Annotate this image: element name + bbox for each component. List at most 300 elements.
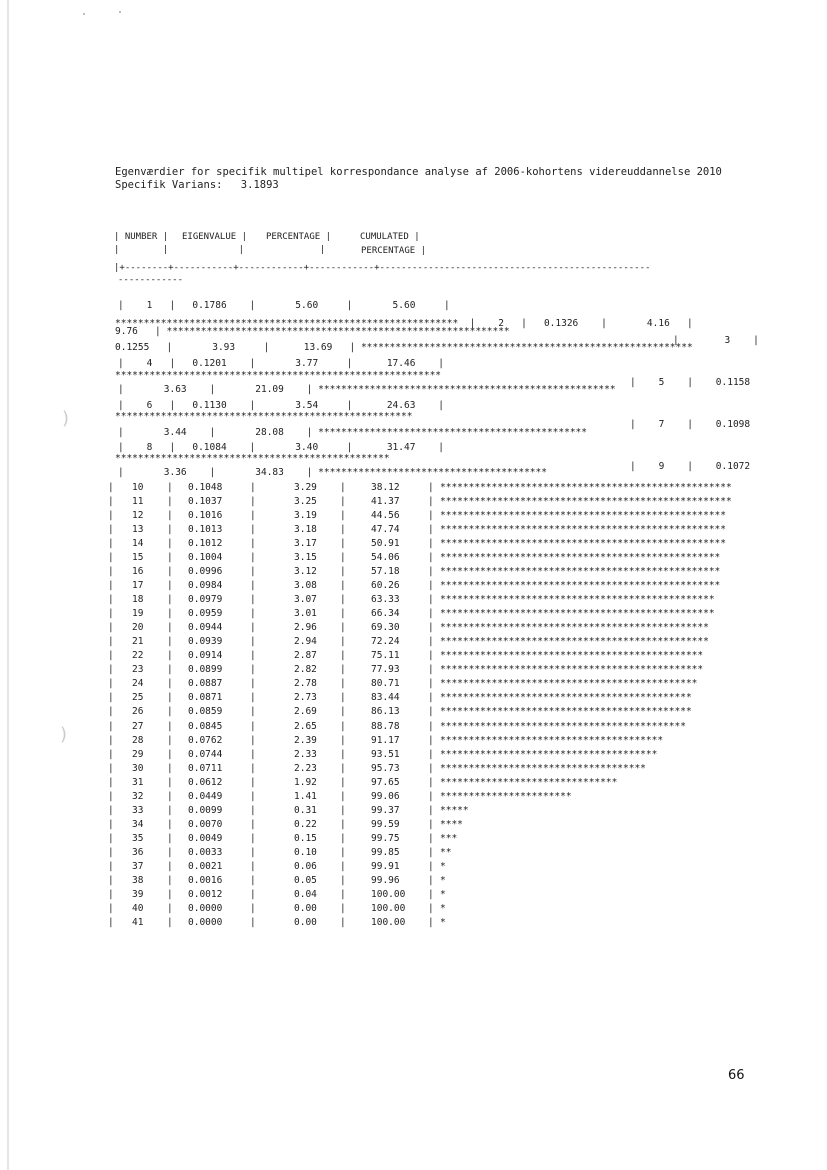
row-percentage: 3.29: [294, 482, 317, 493]
row-eigenvalue: 0.1048: [188, 482, 223, 493]
page-number: 66: [728, 1068, 745, 1083]
column-separator: |: [108, 874, 114, 886]
column-separator: |: [250, 692, 256, 704]
row-number: 23: [132, 664, 144, 676]
column-separator: |: [108, 734, 114, 746]
row-number: 36: [132, 846, 144, 858]
column-separator: |: [428, 804, 434, 816]
column-separator: |: [340, 650, 346, 662]
row-stars: **************************************************: [440, 510, 726, 522]
row-stars: ***************************************************: [440, 482, 732, 493]
row-stars: ************************************: [440, 762, 646, 774]
row-number: 38: [132, 874, 144, 886]
row-percentage: 3.08: [294, 580, 317, 592]
column-separator: |: [250, 832, 256, 844]
row-cumulated: 99.85: [371, 846, 400, 858]
row-percentage: 0.10: [294, 846, 317, 858]
row-percentage: 3.25: [294, 496, 317, 508]
row-eigenvalue: 0.0049: [188, 832, 223, 844]
column-separator: |: [108, 552, 114, 564]
column-separator: |: [428, 608, 434, 620]
column-separator: |: [108, 762, 114, 774]
column-separator: |: [340, 902, 346, 914]
column-separator: |: [340, 776, 346, 788]
row-stars: ***************************************: [440, 734, 664, 746]
row-number: 29: [132, 748, 144, 760]
row-cumulated: 50.91: [371, 538, 400, 550]
row-percentage: 2.78: [294, 678, 317, 690]
row-number: 12: [132, 510, 144, 522]
row-percentage: 0.06: [294, 860, 317, 872]
column-separator: |: [167, 902, 173, 914]
column-separator: |: [428, 706, 434, 718]
column-separator: |: [428, 496, 434, 508]
row-number: 11: [132, 496, 144, 508]
row-stars: ********************************************: [440, 692, 692, 704]
column-separator: |: [250, 762, 256, 774]
row-stars: **************************************************: [440, 524, 726, 536]
row-cumulated: 99.75: [371, 832, 400, 844]
row-cumulated: 80.71: [371, 678, 400, 690]
column-separator: |: [428, 636, 434, 648]
column-separator: |: [340, 706, 346, 718]
wrapped-line: | 4 | 0.1201 | 3.77 | 17.46 |: [118, 358, 445, 369]
row-eigenvalue: 0.1013: [188, 524, 223, 536]
column-separator: |: [340, 734, 346, 746]
row-percentage: 0.00: [294, 916, 317, 928]
header-bars: | | | |: [114, 245, 326, 255]
page-title: Egenværdier for specifik multipel korrespondance analyse af 2006-kohortens videreuddannelse 2010: [115, 166, 722, 178]
row-stars: ***********************************************: [440, 636, 709, 648]
column-separator: |: [167, 818, 173, 830]
column-separator: |: [167, 804, 173, 816]
column-separator: |: [250, 636, 256, 648]
row-number: 30: [132, 762, 144, 774]
column-separator: |: [108, 748, 114, 760]
column-separator: |: [108, 720, 114, 732]
column-separator: |: [340, 664, 346, 676]
header-cumulated-2: PERCENTAGE |: [361, 246, 427, 256]
wrapped-fragment: | 9 | 0.1072: [630, 461, 751, 472]
column-separator: |: [167, 790, 173, 802]
row-stars: *******************************************: [440, 720, 686, 732]
column-separator: |: [108, 860, 114, 872]
row-percentage: 3.18: [294, 524, 317, 536]
row-eigenvalue: 0.0939: [188, 636, 223, 648]
row-number: 34: [132, 818, 144, 830]
column-separator: |: [250, 734, 256, 746]
column-separator: |: [340, 790, 346, 802]
row-eigenvalue: 0.1004: [188, 552, 223, 564]
column-separator: |: [428, 748, 434, 760]
column-separator: |: [167, 762, 173, 774]
column-separator: |: [340, 678, 346, 690]
wrapped-fragment: | 3 |: [673, 335, 759, 346]
row-stars: ****: [440, 818, 463, 830]
column-separator: |: [108, 888, 114, 900]
column-separator: |: [340, 636, 346, 648]
wrapped-line: 9.76 | ************************************************************: [115, 326, 510, 337]
column-separator: |: [340, 832, 346, 844]
column-separator: |: [428, 552, 434, 564]
column-separator: |: [428, 692, 434, 704]
row-eigenvalue: 0.0449: [188, 790, 223, 802]
column-separator: |: [250, 594, 256, 606]
row-cumulated: 93.51: [371, 748, 400, 760]
row-number: 10: [132, 482, 144, 493]
column-separator: |: [167, 650, 173, 662]
column-separator: |: [108, 776, 114, 788]
row-eigenvalue: 0.0984: [188, 580, 223, 592]
column-separator: |: [250, 804, 256, 816]
column-separator: |: [250, 524, 256, 536]
column-separator: |: [167, 734, 173, 746]
column-separator: |: [108, 790, 114, 802]
column-separator: |: [108, 482, 114, 493]
column-separator: |: [250, 888, 256, 900]
column-separator: |: [108, 664, 114, 676]
row-number: 24: [132, 678, 144, 690]
column-separator: |: [167, 636, 173, 648]
row-stars: **********************************************: [440, 664, 704, 676]
row-percentage: 0.05: [294, 874, 317, 886]
row-stars: *: [440, 874, 446, 886]
column-separator: |: [340, 566, 346, 578]
row-number: 18: [132, 594, 144, 606]
column-separator: |: [340, 846, 346, 858]
column-separator: |: [340, 916, 346, 928]
row-eigenvalue: 0.0959: [188, 608, 223, 620]
column-separator: |: [250, 622, 256, 634]
row-cumulated: 57.18: [371, 566, 400, 578]
column-separator: |: [250, 566, 256, 578]
row-percentage: 2.82: [294, 664, 317, 676]
column-separator: |: [167, 916, 173, 928]
column-separator: |: [250, 650, 256, 662]
row-stars: **************************************: [440, 748, 658, 760]
row-cumulated: 75.11: [371, 650, 400, 662]
column-separator: |: [108, 524, 114, 536]
column-separator: |: [340, 538, 346, 550]
row-eigenvalue: 0.0612: [188, 776, 223, 788]
row-cumulated: 69.30: [371, 622, 400, 634]
row-eigenvalue: 0.0744: [188, 748, 223, 760]
scan-speck: [119, 11, 121, 13]
row-stars: *: [440, 916, 446, 928]
column-separator: |: [167, 552, 173, 564]
row-cumulated: 100.00: [371, 902, 406, 914]
column-separator: |: [340, 888, 346, 900]
column-separator: |: [428, 538, 434, 550]
column-separator: |: [340, 482, 346, 493]
row-eigenvalue: 0.0070: [188, 818, 223, 830]
column-separator: |: [108, 594, 114, 606]
row-stars: **: [440, 846, 452, 858]
row-cumulated: 44.56: [371, 510, 400, 522]
row-stars: **************************************************: [440, 538, 726, 550]
row-cumulated: 99.96: [371, 874, 400, 886]
row-percentage: 1.41: [294, 790, 317, 802]
header-percentage: PERCENTAGE |: [266, 232, 332, 242]
column-separator: |: [428, 566, 434, 578]
wrapped-line: | 3.36 | 34.83 | ****************************************: [118, 467, 547, 478]
wrapped-line: | 3.63 | 21.09 | ****************************************************: [118, 384, 616, 395]
column-separator: |: [108, 636, 114, 648]
column-separator: |: [428, 832, 434, 844]
row-cumulated: 41.37: [371, 496, 400, 508]
column-separator: |: [340, 720, 346, 732]
column-separator: |: [108, 678, 114, 690]
column-separator: |: [428, 762, 434, 774]
row-percentage: 2.96: [294, 622, 317, 634]
row-stars: *******************************: [440, 776, 618, 788]
row-percentage: 3.07: [294, 594, 317, 606]
row-eigenvalue: 0.0859: [188, 706, 223, 718]
column-separator: |: [167, 846, 173, 858]
column-separator: |: [250, 538, 256, 550]
scan-edge: [7, 0, 9, 1170]
column-separator: |: [428, 902, 434, 914]
row-number: 28: [132, 734, 144, 746]
wrapped-line: | 1 | 0.1786 | 5.60 | 5.60 |: [118, 300, 450, 311]
row-eigenvalue: 0.1012: [188, 538, 223, 550]
row-eigenvalue: 0.1016: [188, 510, 223, 522]
row-stars: *****: [440, 804, 469, 816]
row-cumulated: 47.74: [371, 524, 400, 536]
row-cumulated: 99.91: [371, 860, 400, 872]
column-separator: |: [428, 524, 434, 536]
row-percentage: 0.00: [294, 902, 317, 914]
variance-value: 3.1893: [240, 179, 279, 191]
row-stars: ***************************************************: [440, 496, 732, 508]
column-separator: |: [250, 916, 256, 928]
row-number: 37: [132, 860, 144, 872]
row-cumulated: 100.00: [371, 916, 406, 928]
row-percentage: 2.65: [294, 720, 317, 732]
column-separator: |: [108, 622, 114, 634]
row-number: 20: [132, 622, 144, 634]
row-eigenvalue: 0.0996: [188, 566, 223, 578]
column-separator: |: [108, 580, 114, 592]
wrapped-line: | 6 | 0.1130 | 3.54 | 24.63 |: [118, 400, 445, 411]
header-cumulated: CUMULATED |: [360, 232, 420, 242]
row-eigenvalue: 0.0845: [188, 720, 223, 732]
column-separator: |: [250, 664, 256, 676]
column-separator: |: [428, 818, 434, 830]
wrapped-line: | 3.44 | 28.08 | ***********************************************: [118, 427, 587, 438]
column-separator: |: [167, 524, 173, 536]
wrapped-line: ************************************************************ | 2 | 0.1326 | 4.16 |: [115, 318, 693, 329]
column-separator: |: [428, 650, 434, 662]
column-separator: |: [108, 706, 114, 718]
header-number: | NUMBER |: [114, 232, 169, 242]
row-percentage: 0.04: [294, 888, 317, 900]
row-eigenvalue: 0.0944: [188, 622, 223, 634]
column-separator: |: [167, 720, 173, 732]
column-separator: |: [428, 622, 434, 634]
row-percentage: 2.87: [294, 650, 317, 662]
column-separator: |: [167, 706, 173, 718]
column-separator: |: [250, 860, 256, 872]
column-separator: |: [108, 650, 114, 662]
row-number: 16: [132, 566, 144, 578]
column-separator: |: [167, 580, 173, 592]
row-cumulated: 99.37: [371, 804, 400, 816]
column-separator: |: [167, 678, 173, 690]
row-number: 39: [132, 888, 144, 900]
row-stars: *************************************************: [440, 552, 721, 564]
wrapped-line: *********************************************************: [115, 370, 442, 381]
row-number: 14: [132, 538, 144, 550]
row-cumulated: 100.00: [371, 888, 406, 900]
column-separator: |: [340, 860, 346, 872]
column-separator: |: [250, 678, 256, 690]
row-eigenvalue: 0.0762: [188, 734, 223, 746]
column-separator: |: [250, 496, 256, 508]
column-separator: |: [167, 776, 173, 788]
row-eigenvalue: 0.0711: [188, 762, 223, 774]
column-separator: |: [428, 916, 434, 928]
column-separator: |: [250, 846, 256, 858]
column-separator: |: [428, 720, 434, 732]
scan-mark: ): [60, 724, 68, 745]
row-cumulated: 38.12: [371, 482, 400, 493]
row-cumulated: 66.34: [371, 608, 400, 620]
column-separator: |: [167, 482, 173, 493]
row-percentage: 0.31: [294, 804, 317, 816]
row-eigenvalue: 0.0099: [188, 804, 223, 816]
column-separator: |: [250, 902, 256, 914]
wrapped-line: ************************************************: [115, 453, 390, 464]
column-separator: |: [428, 790, 434, 802]
row-percentage: 2.69: [294, 706, 317, 718]
row-percentage: 2.39: [294, 734, 317, 746]
row-number: 25: [132, 692, 144, 704]
column-separator: |: [250, 720, 256, 732]
column-separator: |: [108, 804, 114, 816]
column-separator: |: [250, 608, 256, 620]
row-number: 19: [132, 608, 144, 620]
column-separator: |: [250, 748, 256, 760]
wrapped-fragment: | 5 | 0.1158: [630, 377, 751, 388]
column-separator: |: [428, 860, 434, 872]
wrapped-line: | 8 | 0.1084 | 3.40 | 31.47 |: [118, 442, 445, 453]
column-separator: |: [108, 608, 114, 620]
column-separator: |: [250, 706, 256, 718]
row-percentage: 0.22: [294, 818, 317, 830]
column-separator: |: [167, 832, 173, 844]
row-number: 32: [132, 790, 144, 802]
row-stars: *: [440, 902, 446, 914]
row-cumulated: 88.78: [371, 720, 400, 732]
wrapped-line: 0.1255 | 3.93 | 13.69 | **********************************************************: [115, 342, 693, 353]
column-separator: |: [167, 594, 173, 606]
row-number: 15: [132, 552, 144, 564]
row-stars: ************************************************: [440, 594, 715, 606]
column-separator: |: [340, 748, 346, 760]
column-separator: |: [108, 846, 114, 858]
column-separator: |: [167, 860, 173, 872]
row-cumulated: 97.65: [371, 776, 400, 788]
column-separator: |: [428, 664, 434, 676]
column-separator: |: [340, 496, 346, 508]
column-separator: |: [167, 692, 173, 704]
column-separator: |: [108, 510, 114, 522]
row-stars: ********************************************: [440, 706, 692, 718]
column-separator: |: [250, 790, 256, 802]
column-separator: |: [428, 594, 434, 606]
row-number: 27: [132, 720, 144, 732]
column-separator: |: [340, 594, 346, 606]
column-separator: |: [108, 832, 114, 844]
column-separator: |: [340, 622, 346, 634]
column-separator: |: [428, 888, 434, 900]
header-rule-wrap: ------------: [118, 275, 184, 285]
column-separator: |: [250, 874, 256, 886]
row-stars: ***********************************************: [440, 622, 709, 634]
wrapped-fragment: | 7 | 0.1098: [630, 419, 751, 430]
column-separator: |: [340, 804, 346, 816]
column-separator: |: [108, 692, 114, 704]
scan-speck: [83, 13, 85, 15]
row-eigenvalue: 0.0000: [188, 902, 223, 914]
column-separator: |: [108, 916, 114, 928]
column-separator: |: [108, 818, 114, 830]
row-percentage: 2.94: [294, 636, 317, 648]
row-percentage: 2.73: [294, 692, 317, 704]
row-percentage: 1.92: [294, 776, 317, 788]
row-eigenvalue: 0.0033: [188, 846, 223, 858]
row-stars: ***: [440, 832, 458, 844]
column-separator: |: [340, 692, 346, 704]
wrapped-line: ****************************************************: [115, 411, 413, 422]
row-percentage: 2.23: [294, 762, 317, 774]
row-number: 40: [132, 902, 144, 914]
column-separator: |: [108, 496, 114, 508]
row-eigenvalue: 0.0914: [188, 650, 223, 662]
column-separator: |: [428, 678, 434, 690]
column-separator: |: [428, 580, 434, 592]
row-percentage: 0.15: [294, 832, 317, 844]
variance-line: [115, 179, 279, 191]
column-separator: |: [428, 510, 434, 522]
column-separator: |: [250, 580, 256, 592]
column-separator: |: [167, 874, 173, 886]
column-separator: |: [250, 818, 256, 830]
column-separator: |: [428, 734, 434, 746]
column-separator: |: [340, 818, 346, 830]
column-separator: |: [167, 510, 173, 522]
column-separator: |: [428, 874, 434, 886]
row-cumulated: 60.26: [371, 580, 400, 592]
column-separator: |: [167, 622, 173, 634]
row-number: 21: [132, 636, 144, 648]
row-eigenvalue: 0.0021: [188, 860, 223, 872]
column-separator: |: [428, 482, 434, 493]
column-separator: |: [108, 902, 114, 914]
column-separator: |: [340, 608, 346, 620]
row-number: 33: [132, 804, 144, 816]
row-eigenvalue: 0.0887: [188, 678, 223, 690]
row-number: 41: [132, 916, 144, 928]
row-eigenvalue: 0.0871: [188, 692, 223, 704]
row-stars: *: [440, 888, 446, 900]
row-number: 13: [132, 524, 144, 536]
row-stars: *********************************************: [440, 678, 698, 690]
row-number: 17: [132, 580, 144, 592]
column-separator: |: [340, 524, 346, 536]
column-separator: |: [250, 510, 256, 522]
